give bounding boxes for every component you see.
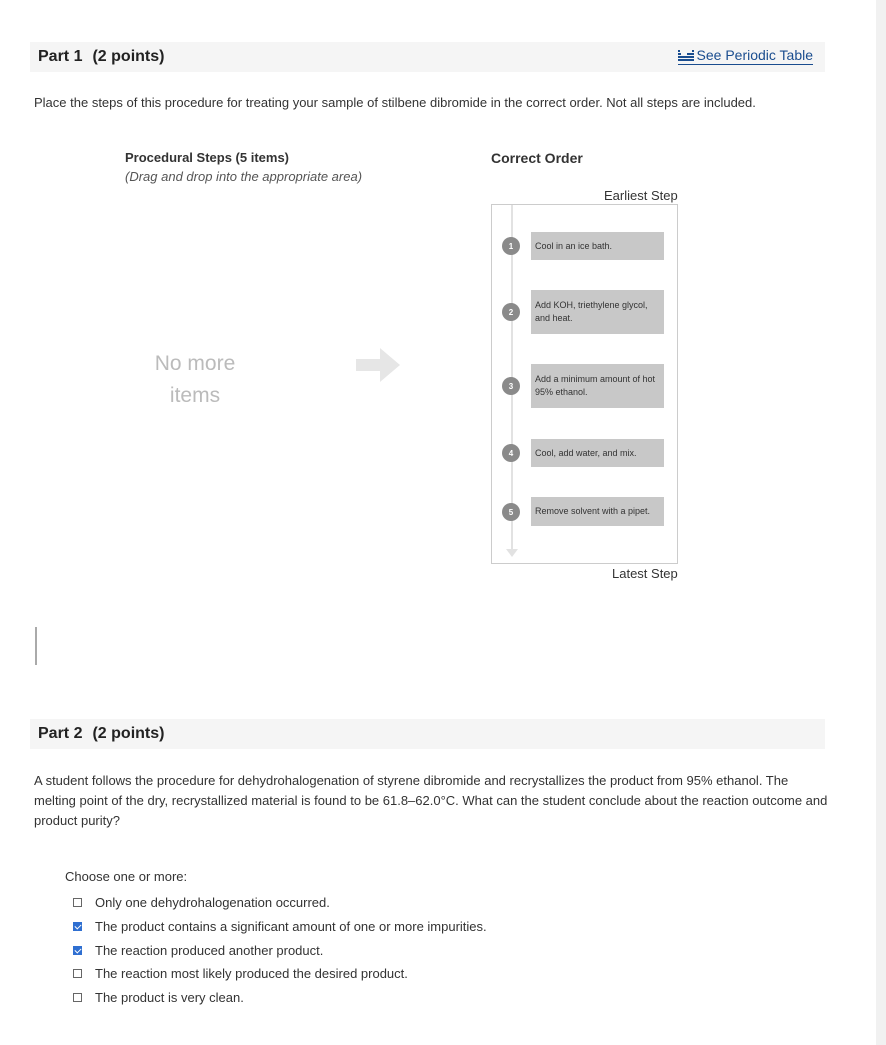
step-number-badge: 4 [502, 444, 520, 462]
answer-option-label: Only one dehydrohalogenation occurred. [95, 895, 330, 910]
correct-order-dropzone[interactable] [491, 204, 678, 564]
step-card-3[interactable]: Add a minimum amount of hot 95% ethanol. [531, 364, 664, 408]
checkbox[interactable] [73, 993, 82, 1002]
checkbox[interactable] [73, 898, 82, 907]
step-number-badge: 3 [502, 377, 520, 395]
choose-one-or-more-label: Choose one or more: [65, 869, 188, 884]
part1-title: Part 1 [38, 48, 83, 65]
step-card-4[interactable]: Cool, add water, and mix. [531, 439, 664, 467]
procedural-steps-title: Procedural Steps (5 items) [125, 150, 289, 165]
latest-step-label: Latest Step [612, 566, 678, 581]
page-scrollbar[interactable] [876, 0, 886, 1045]
part2-question: A student follows the procedure for dehydrohalogenation of styrene dibromide and recrystallizes the product from 95% ethanol. The melting point of the dry, recrystallized material is found to be 61.8–62.0°C. What can the student conclude about the reaction outcome and product purity? [34, 773, 828, 828]
answer-option[interactable] [73, 919, 487, 934]
timeline-arrow-down-icon [506, 549, 518, 557]
answer-option-label: The reaction most likely produced the desired product. [95, 966, 408, 981]
no-more-items-placeholder: No more items [154, 352, 236, 407]
step-number-badge: 5 [502, 503, 520, 521]
checkbox-checked[interactable] [73, 922, 82, 931]
procedural-steps-subtitle: (Drag and drop into the appropriate area) [125, 169, 363, 184]
answer-option[interactable] [73, 990, 244, 1005]
checkbox-checked[interactable] [73, 946, 82, 955]
answer-option[interactable] [73, 966, 408, 981]
part1-instructions: Place the steps of this procedure for treating your sample of stilbene dibromide in the correct order. Not all steps are included. [34, 95, 756, 110]
step-number-badge: 1 [502, 237, 520, 255]
answer-option-label: The product is very clean. [95, 990, 244, 1005]
step-card-1[interactable]: Cool in an ice bath. [531, 232, 664, 260]
answer-option-label: The product contains a significant amount of one or more impurities. [95, 919, 487, 934]
part1-points: (2 points) [92, 48, 165, 65]
answer-option[interactable] [73, 943, 323, 958]
part1-header [30, 42, 825, 72]
answer-option[interactable] [73, 895, 330, 910]
periodic-table-icon [678, 50, 694, 61]
part2-points: (2 points) [92, 725, 165, 742]
text-cursor [35, 627, 37, 665]
answer-option-label: The reaction produced another product. [95, 943, 324, 958]
step-number-badge: 2 [502, 303, 520, 321]
arrow-right-icon [356, 348, 400, 382]
periodic-table-label: See Periodic Table [696, 47, 813, 63]
correct-order-title: Correct Order [491, 150, 583, 166]
step-card-5[interactable]: Remove solvent with a pipet. [531, 497, 664, 526]
part2-title: Part 2 [38, 725, 83, 742]
checkbox[interactable] [73, 969, 82, 978]
step-card-2[interactable]: Add KOH, triethylene glycol, and heat. [531, 290, 664, 334]
see-periodic-table-link[interactable] [678, 47, 813, 65]
earliest-step-label: Earliest Step [604, 188, 678, 203]
part2-header [30, 719, 825, 749]
